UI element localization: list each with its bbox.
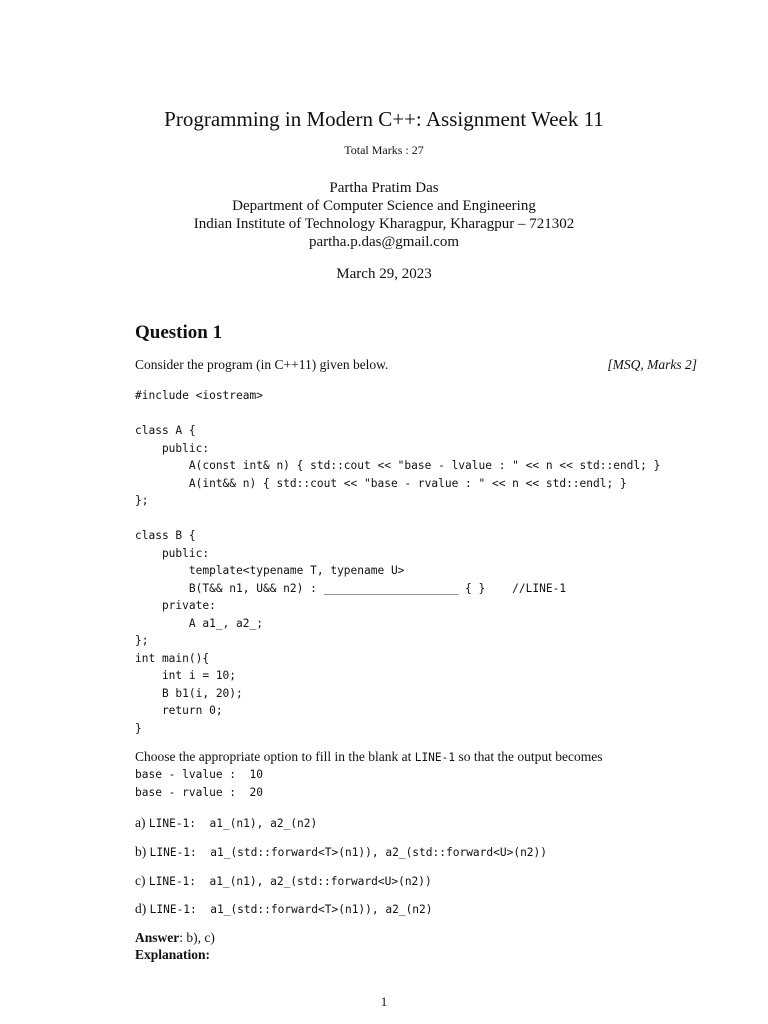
prompt-code: LINE-1 bbox=[414, 751, 456, 764]
prompt-suffix: so that the output becomes bbox=[455, 749, 603, 764]
total-marks: Total Marks : 27 bbox=[344, 143, 424, 157]
option-label: d) bbox=[135, 901, 147, 916]
question-intro-line bbox=[135, 357, 697, 373]
document-title: Programming in Modern C++: Assignment Week 11 bbox=[164, 107, 604, 131]
option-code: LINE-1: a1_(std::forward<T>(n1)), a2_(n2) bbox=[149, 903, 433, 916]
author-name: Partha Pratim Das bbox=[329, 180, 439, 196]
option-code: LINE-1: a1_(n1), a2_(n2) bbox=[148, 817, 318, 830]
answer-block bbox=[135, 929, 215, 963]
explanation-label: Explanation: bbox=[135, 947, 211, 962]
option-code: LINE-1: a1_(n1), a2_(std::forward<U>(n2)) bbox=[148, 875, 432, 888]
option-c bbox=[135, 873, 432, 890]
question-prompt bbox=[135, 749, 602, 766]
option-code: LINE-1: a1_(std::forward<T>(n1)), a2_(std::forward<U>(n2)) bbox=[149, 846, 548, 859]
question-heading: Question 1 bbox=[135, 322, 223, 343]
answer-line bbox=[135, 929, 215, 946]
author-institute: Indian Institute of Technology Kharagpur, Kharagpur – 721302 bbox=[193, 216, 575, 232]
question-intro: Consider the program (in C++11) given below. bbox=[135, 357, 389, 372]
page-number: 1 bbox=[380, 994, 388, 1009]
expected-output: base - lvalue : 10 base - rvalue : 20 bbox=[135, 768, 263, 799]
option-a bbox=[135, 815, 317, 832]
document-date: March 29, 2023 bbox=[336, 266, 432, 282]
prompt-prefix: Choose the appropriate option to fill in the blank at bbox=[135, 749, 415, 764]
option-d bbox=[135, 901, 433, 918]
question-type-marks: [MSQ, Marks 2] bbox=[607, 357, 697, 372]
option-label: b) bbox=[135, 844, 147, 859]
author-email: partha.p.das@gmail.com bbox=[308, 234, 460, 250]
option-label: a) bbox=[135, 815, 146, 830]
option-b bbox=[135, 844, 547, 861]
answer-value: : b), c) bbox=[179, 930, 215, 945]
answer-label: Answer bbox=[135, 930, 180, 945]
option-label: c) bbox=[135, 873, 146, 888]
author-block bbox=[0, 179, 768, 251]
author-department: Department of Computer Science and Engineering bbox=[232, 198, 536, 214]
code-listing: #include <iostream> class A { public: A(const int& n) { std::cout << "base - lvalue : " << n << std::endl; } A(int&& n) { std::cout << "base - rvalue : " << n << std::endl; } }; class B { public: template<typename T, typename U> B(T&& n1, U&& n2) : ____________________ { } //LINE-1 private: A a1_, a2_; }; int main(){ int i = 10; B b1(i, 20); return 0; } bbox=[135, 389, 661, 735]
